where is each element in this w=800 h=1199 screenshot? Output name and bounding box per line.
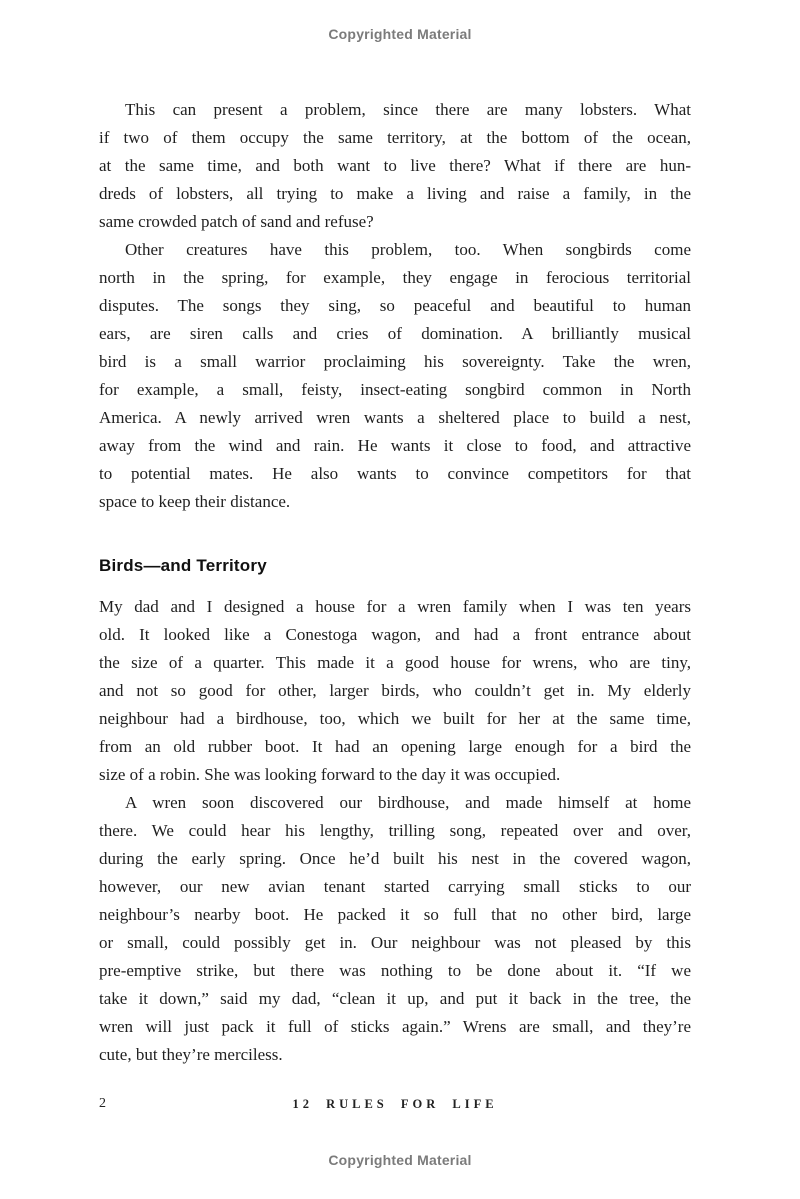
- text-line: disputes. The songs they sing, so peaceful and beautiful to human: [99, 296, 691, 315]
- paragraph: [99, 96, 691, 236]
- top-copyright-notice: Copyrighted Material: [328, 26, 472, 42]
- text-line: or small, could possibly get in. Our neighbour was not pleased by this: [99, 933, 691, 952]
- text-line: same crowded patch of sand and refuse?: [99, 212, 374, 231]
- text-line: space to keep their distance.: [99, 492, 291, 511]
- text-line: however, our new avian tenant started carrying small sticks to our: [99, 877, 691, 896]
- text-line: This can present a problem, since there are many lobsters. What: [125, 100, 691, 119]
- text-line: size of a robin. She was looking forward to the day it was occupied.: [99, 765, 561, 784]
- body-text: [99, 96, 691, 1069]
- text-line: America. A newly arrived wren wants a sheltered place to build a nest,: [99, 408, 691, 427]
- text-line: old. It looked like a Conestoga wagon, and had a front entrance about: [99, 625, 691, 644]
- text-line: ears, are siren calls and cries of domination. A brilliantly musical: [99, 324, 691, 343]
- text-line: away from the wind and rain. He wants it close to food, and attractive: [99, 436, 691, 455]
- text-line: Other creatures have this problem, too. When songbirds come: [125, 240, 691, 259]
- text-line: for example, a small, feisty, insect-eating songbird common in North: [99, 380, 691, 399]
- text-line: A wren soon discovered our birdhouse, and made himself at home: [125, 793, 691, 812]
- text-line: My dad and I designed a house for a wren family when I was ten years: [99, 597, 691, 616]
- text-line: the size of a quarter. This made it a good house for wrens, who are tiny,: [99, 653, 691, 672]
- text-line: from an old rubber boot. It had an opening large enough for a bird the: [99, 737, 691, 756]
- paragraph: [99, 593, 691, 789]
- paragraph: [99, 789, 691, 1069]
- text-line: at the same time, and both want to live there? What if there are hun-: [99, 156, 691, 175]
- page-footer: [99, 1096, 691, 1114]
- running-title: 12 RULES FOR LIFE: [292, 1097, 498, 1111]
- text-line: north in the spring, for example, they engage in ferocious territorial: [99, 268, 691, 287]
- page-number: 2: [99, 1096, 106, 1111]
- text-line: cute, but they’re merciless.: [99, 1045, 283, 1064]
- text-line: and not so good for other, larger birds, who couldn’t get in. My elderly: [99, 681, 691, 700]
- section-heading: Birds—and Territory: [99, 556, 267, 575]
- text-line: bird is a small warrior proclaiming his sovereignty. Take the wren,: [99, 352, 691, 371]
- text-line: dreds of lobsters, all trying to make a living and raise a family, in the: [99, 184, 691, 203]
- text-line: to potential mates. He also wants to convince competitors for that: [99, 464, 691, 483]
- text-line: during the early spring. Once he’d built his nest in the covered wagon,: [99, 849, 691, 868]
- text-line: take it down,” said my dad, “clean it up, and put it back in the tree, the: [99, 989, 691, 1008]
- text-line: neighbour’s nearby boot. He packed it so full that no other bird, large: [99, 905, 691, 924]
- text-line: if two of them occupy the same territory, at the bottom of the ocean,: [99, 128, 691, 147]
- paragraph: [99, 236, 691, 516]
- text-line: wren will just pack it full of sticks again.” Wrens are small, and they’re: [99, 1017, 691, 1036]
- text-line: pre-emptive strike, but there was nothing to be done about it. “If we: [99, 961, 691, 980]
- bottom-copyright-notice: Copyrighted Material: [328, 1152, 472, 1168]
- text-line: there. We could hear his lengthy, trilling song, repeated over and over,: [99, 821, 691, 840]
- text-line: neighbour had a birdhouse, too, which we built for her at the same time,: [99, 709, 691, 728]
